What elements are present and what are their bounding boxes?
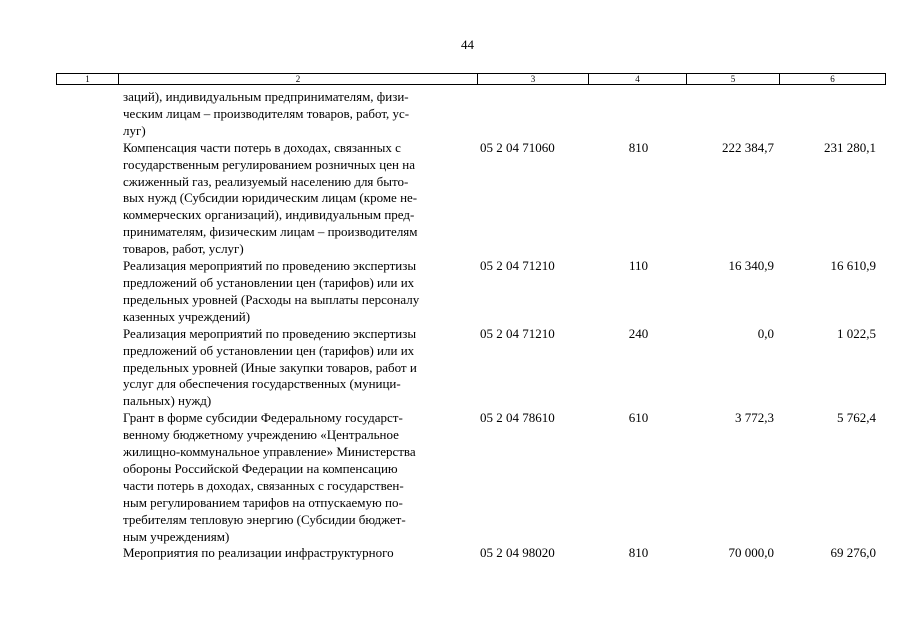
header-cell-4: 4 <box>589 74 687 85</box>
row-description: заций), индивидуальным предпринимателям, физи- ческим лицам – производителям товаров, работ, ус- луг) <box>123 89 410 138</box>
row-description: Реализация мероприятий по проведению экспертизы предложений об установлении цен (тарифов) или их предельных уровней (Иные закупки товаров, работ и услуг для обеспечения государственных (муници- пальных) нужд) <box>123 325 417 409</box>
table-row <box>56 258 879 326</box>
row-description: Реализация мероприятий по проведению экспертизы предложений об установлении цен (тарифов) или их предельных уровней (Расходы на выплаты персоналу казенных учреждений) <box>123 258 420 324</box>
row-amount-col5: 70 000,0 <box>728 545 774 561</box>
row-description: Компенсация части потерь в доходах, связанных с государственным регулированием розничных цен на сжиженный газ, реализуемый населению для быто- вых нужд (Субсидии юридическим лицам (кроме не- коммерческих организаций), индивидуальным пред- принимателям, физическим лицам – производителям товаров, работ, услуг) <box>123 139 418 257</box>
row-code: 05 2 04 71060 <box>480 139 555 155</box>
row-amount-col6: 231 280,1 <box>824 139 876 155</box>
row-amount-col6: 69 276,0 <box>830 545 876 561</box>
row-expense-type: 240 <box>628 325 649 341</box>
row-code: 05 2 04 78610 <box>480 410 555 426</box>
row-amount-col5: 3 772,3 <box>735 410 774 426</box>
column-number-header <box>56 73 886 85</box>
row-code: 05 2 04 98020 <box>480 545 555 561</box>
table-row <box>56 410 879 545</box>
row-amount-col5: 16 340,9 <box>728 258 774 274</box>
row-amount-col6: 5 762,4 <box>837 410 876 426</box>
row-description: Мероприятия по реализации инфраструктурного <box>123 545 394 561</box>
row-amount-col6: 16 610,9 <box>830 258 876 274</box>
header-cell-2: 2 <box>119 74 478 85</box>
header-cell-5: 5 <box>687 74 780 85</box>
row-expense-type: 810 <box>628 545 649 561</box>
row-code: 05 2 04 71210 <box>480 258 555 274</box>
table-row <box>56 545 879 562</box>
row-code: 05 2 04 71210 <box>480 325 555 341</box>
table-row <box>56 89 879 140</box>
row-amount-col5: 222 384,7 <box>722 139 774 155</box>
row-expense-type: 610 <box>628 410 649 426</box>
header-cell-6: 6 <box>780 74 886 85</box>
table-row <box>56 140 879 258</box>
header-row <box>57 74 886 85</box>
row-expense-type: 110 <box>628 258 649 274</box>
budget-table-body <box>56 89 879 562</box>
row-description: Грант в форме субсидии Федеральному государст- венному бюджетному учреждению «Центральное жилищно-коммунальное управление» Министерства обороны Российской Федерации на компенсацию части потерь в доходах, связанных с государствен- ным регулированием тарифов на отпускаемую по- требителям тепловую энергию (Субсидии бюджет- ным учреждениям) <box>123 410 416 544</box>
row-expense-type: 810 <box>628 139 649 155</box>
header-cell-1: 1 <box>57 74 119 85</box>
row-amount-col6: 1 022,5 <box>837 325 876 341</box>
header-cell-3: 3 <box>478 74 589 85</box>
table-row <box>56 326 879 411</box>
page-number: 44 <box>461 37 474 52</box>
row-amount-col5: 0,0 <box>757 325 774 341</box>
